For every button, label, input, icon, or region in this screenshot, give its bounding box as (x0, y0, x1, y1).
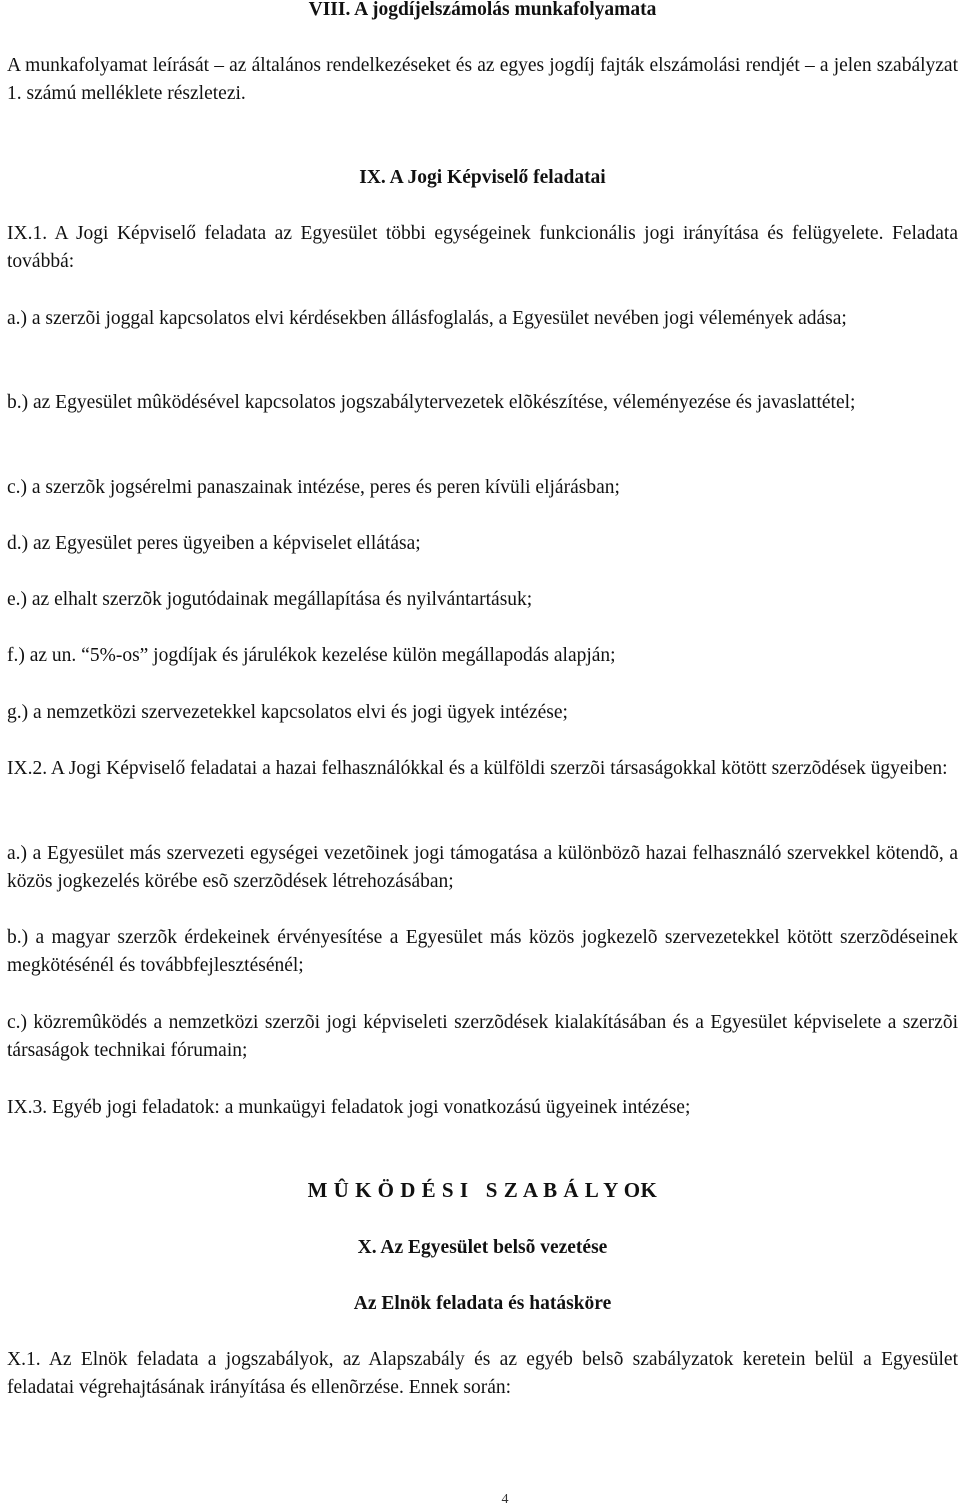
paragraph-ix-2: IX.2. A Jogi Képviselő feladatai a hazai felhasználókkal és a külföldi szerzõi társaságokkal kötött szerzõdések ügyeiben: (7, 758, 948, 779)
list-item-ix1-g: g.) a nemzetközi szervezetekkel kapcsolatos elvi és jogi ügyek intézése; (7, 702, 568, 723)
list-item-ix1-e: e.) az elhalt szerzõk jogutódainak megállapítása és nyilvántartásuk; (7, 589, 533, 610)
operating-rules-title: M Û K Ö D É S I S Z A B Á L Y OK (307, 1178, 658, 1202)
list-item-ix1-d: d.) az Egyesület peres ügyeiben a képviselet ellátása; (7, 533, 421, 554)
section-x-subheading: Az Elnök feladata és hatásköre (353, 1293, 612, 1314)
list-item-ix1-f: f.) az un. “5%-os” jogdíjak és járulékok kezelése külön megállapodás alapján; (7, 645, 616, 666)
list-item-ix1-c: c.) a szerzõk jogsérelmi panaszainak intézése, peres és peren kívüli eljárásban; (7, 477, 620, 498)
list-item-ix1-a: a.) a szerzõi joggal kapcsolatos elvi kérdésekben állásfoglalás, a Egyesület nevében jogi vélemények adása; (7, 308, 847, 329)
page-number: 4 (501, 1492, 509, 1507)
section-x-heading: X. Az Egyesület belsõ vezetése (357, 1237, 608, 1258)
section-viii-paragraph: A munkafolyamat leírását – az általános rendelkezéseket és az egyes jogdíj fajták elszámolási rendjét – a jelen szabályzat 1. számú melléklete részletezi. (7, 55, 958, 104)
paragraph-ix-1: IX.1. A Jogi Képviselő feladata az Egyesület többi egységeinek funkcionális jogi irányítása és felügyelete. Feladata továbbá: (7, 223, 958, 272)
list-item-ix2-b: b.) a magyar szerzõk érdekeinek érvényesítése a Egyesület más közös jogkezelõ szervezetekkel kötött szerzõdéseinek megkötésénél és továbbfejlesztésénél; (7, 927, 958, 976)
paragraph-x-1: X.1. Az Elnök feladata a jogszabályok, az Alapszabály és az egyéb belsõ szabályzatok keretein belül a Egyesület feladatai végrehajtásának irányítása és ellenõrzése. Ennek során: (7, 1349, 958, 1398)
list-item-ix2-c: c.) közremûködés a nemzetközi szerzõi jogi képviseleti szerzõdések kialakításában és a Egyesület képviselete a szerzõi társaságok technikai fórumain; (7, 1012, 958, 1061)
section-viii-heading: VIII. A jogdíjelszámolás munkafolyamata (308, 0, 657, 20)
section-ix-heading: IX. A Jogi Képviselő feladatai (359, 167, 606, 188)
list-item-ix2-a: a.) a Egyesület más szervezeti egységei vezetõinek jogi támogatása a különbözõ hazai felhasználó szervekkel kötendõ, a közös jogkezelés körébe esõ szerzõdések létrehozásában; (7, 843, 958, 892)
document-page (7, 0, 959, 1512)
list-item-ix1-b: b.) az Egyesület mûködésével kapcsolatos jogszabálytervezetek elõkészítése, véleményezése és javaslattétel; (7, 392, 856, 413)
paragraph-ix-3: IX.3. Egyéb jogi feladatok: a munkaügyi feladatok jogi vonatkozású ügyeinek intézése; (7, 1097, 691, 1118)
